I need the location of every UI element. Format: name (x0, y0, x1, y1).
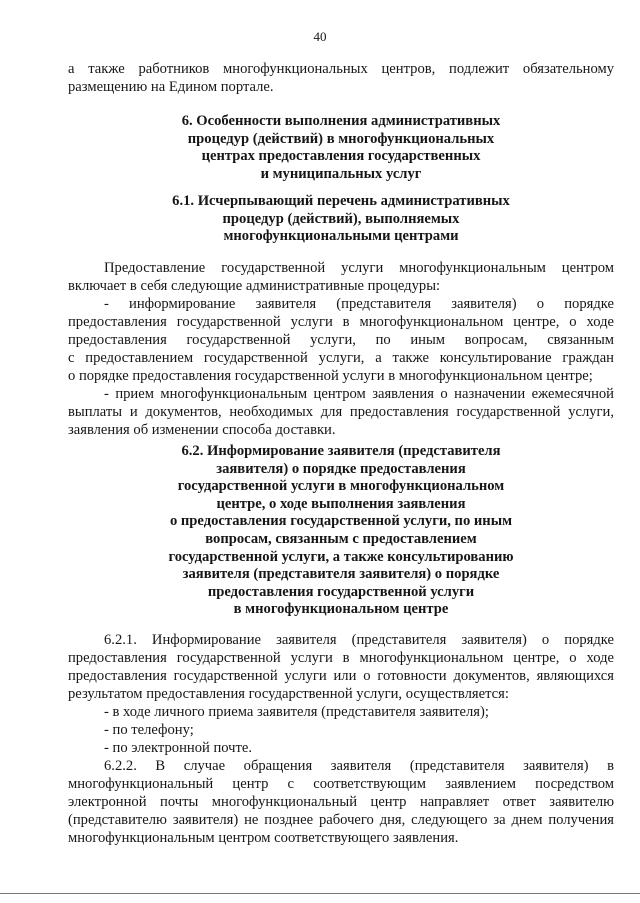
text-line: заявления об изменении способа доставки. (68, 422, 336, 438)
text-line: - прием многофункциональным центром заявления о назначении ежемесячной (104, 386, 614, 402)
section-heading-6-1 (68, 193, 614, 246)
heading-line: государственной услуги, а также консультированию (168, 548, 514, 565)
text-line: предоставления государственной услуги в многофункциональном центре, о ходе (68, 650, 614, 666)
page-number: 40 (313, 29, 327, 44)
text-line: результатом предоставления государственной услуги, осуществляется: (68, 686, 509, 702)
text-line: выплаты и документов, необходимых для предоставления государственной услуги, (68, 404, 614, 420)
text-line: размещению на Едином портале. (68, 79, 274, 95)
heading-line: заявителя (представителя заявителя) о порядке (182, 566, 500, 583)
list-item: - в ходе личного приема заявителя (представителя заявителя); (104, 704, 489, 720)
heading-line: многофункциональными центрами (223, 228, 459, 245)
text-line: с предоставлением государственной услуги, а также консультирование граждан (68, 350, 614, 366)
text-line: (представителю заявителя) не позднее рабочего дня, следующего за днем получения (68, 812, 614, 828)
heading-line: государственной услуги в многофункциональном (177, 478, 505, 495)
text-line: 6.2.2. В случае обращения заявителя (представителя заявителя) в (104, 758, 614, 774)
text-line: - информирование заявителя (представителя заявителя) о порядке (104, 296, 614, 312)
text-line: Предоставление государственной услуги многофункциональным центром (104, 260, 614, 276)
heading-line: в многофункциональном центре (233, 601, 449, 618)
text-line: а также работников многофункциональных центров, подлежит обязательному (68, 61, 614, 77)
section-heading-6 (68, 113, 614, 183)
heading-line: предоставления государственной услуги (207, 583, 475, 600)
heading-line: процедур (действий), выполняемых (222, 210, 460, 227)
heading-line: процедур (действий) в многофункциональных (187, 130, 495, 147)
heading-line: центре, о ходе выполнения заявления (216, 495, 466, 512)
text-line: о порядке предоставления государственной услуги в многофункциональном центре; (68, 368, 593, 384)
text-line: 6.2.1. Информирование заявителя (представителя заявителя) о порядке (104, 632, 614, 648)
heading-line: вопросам, связанным с предоставлением (205, 530, 477, 547)
list-item: - по телефону; (104, 722, 194, 738)
text-line: предоставления государственной услуги или о готовности документов, являющихся (68, 668, 614, 684)
page-bottom-rule (0, 893, 640, 894)
heading-line: и муниципальных услуг (260, 165, 422, 182)
heading-line: 6. Особенности выполнения административных (181, 113, 501, 129)
heading-line: 6.1. Исчерпывающий перечень административных (172, 193, 510, 209)
list-item: - по электронной почте. (104, 740, 253, 756)
heading-line: о предоставления государственной услуги, по иным (169, 513, 513, 530)
heading-line: центрах предоставления государственных (201, 148, 481, 165)
text-line: электронной почты многофункциональный центр направляет ответ заявителю (68, 794, 614, 810)
heading-line: 6.2. Информирование заявителя (представителя (181, 443, 501, 459)
heading-line: заявителя) о порядке предоставления (216, 460, 466, 477)
text-line: предоставления государственной услуги, по иным вопросам, связанным (68, 332, 614, 348)
text-line: многофункциональным центром соответствующего заявления. (68, 830, 459, 846)
section-heading-6-2 (68, 443, 614, 619)
text-line: многофункциональный центр с соответствующим заявлением посредством (68, 776, 614, 792)
text-line: предоставления государственной услуги в многофункциональном центре, о ходе (68, 314, 614, 330)
text-line: включает в себя следующие административные процедуры: (68, 278, 441, 294)
